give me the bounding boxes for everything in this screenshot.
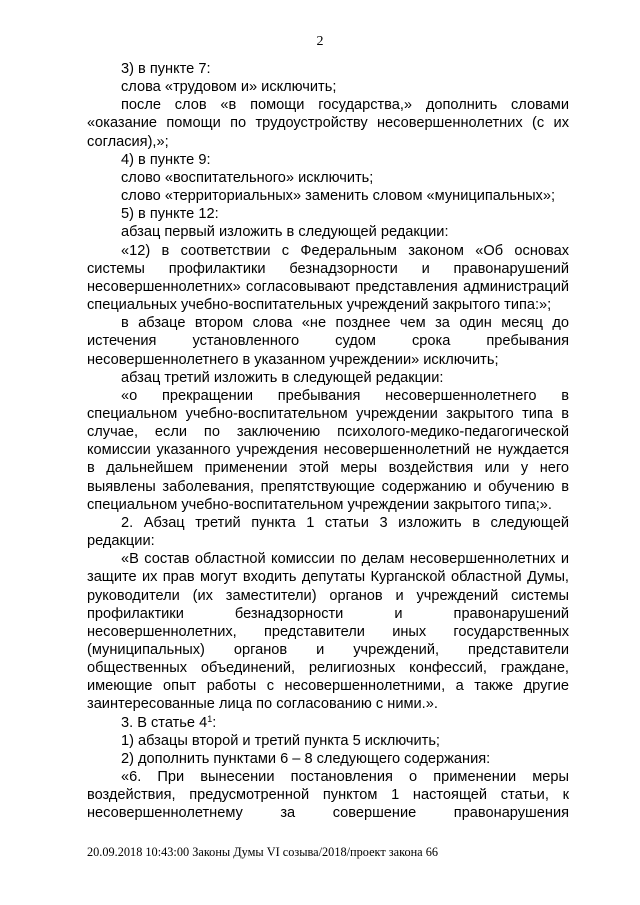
paragraph-commission: «В состав областной комиссии по делам несовершеннолетних и защите их прав могут входить депутаты Курганской областной Думы, руководители (их заместители) органов и учреждений системы профилактики безнадзорности и правонарушений несовершеннолетних, представители иных государственных (муниципальных) органов и учреждений, представители общественных объединений, религиозных конфессий, граждане, имеющие опыт работы с несовершеннолетними, а также другие заинтересованные лица по согласованию с ними.».: [87, 551, 569, 713]
paragraph-third-abzac: абзац третий изложить в следующей редакции:: [121, 369, 444, 386]
paragraph-delete-word: слово «воспитательного» исключить;: [121, 169, 374, 186]
page-number: 2: [316, 34, 324, 49]
document-footer: 20.09.2018 10:43:00 Законы Думы VI созыва/2018/проект закона 66: [87, 845, 439, 859]
paragraph-item-6: «6. При вынесении постановления о применении меры воздействия, предусмотренной пунктом 1 настоящей статьи, к несовершеннолетнему за совершение правонарушения: [87, 769, 569, 822]
paragraph-add-items: 2) дополнить пунктами 6 – 8 следующего содержания:: [121, 750, 491, 767]
paragraph-second-abzac: в абзаце втором слова «не позднее чем за один месяц до истечения установленного судом срока пребывания несовершеннолетнего в указанном учреждении» исключить;: [87, 315, 569, 368]
paragraph-termination: «о прекращении пребывания несовершеннолетнего в специальном учебно-воспитательном учреждении закрытого типа в случае, если по заключению психолого-медико-педагогической комиссии указанного учреждения несовершеннолетний не нуждается в дальнейшем применении этой меры воздействия или у него выявлены заболевания, препятствующие содержанию и обучению в специальном учебно-воспитательном учреждении закрытого типа;».: [87, 387, 569, 513]
paragraph-delete-words: слова «трудовом и» исключить;: [121, 79, 337, 96]
paragraph-item-7: 3) в пункте 7:: [121, 61, 211, 77]
article-heading-superscript: 1: [207, 713, 213, 724]
paragraph-first-abzac: абзац первый изложить в следующей редакции:: [121, 224, 449, 241]
paragraph-item-9: 4) в пункте 9:: [121, 151, 211, 168]
paragraph-replace-word: слово «территориальных» заменить словом «муниципальных»;: [121, 188, 556, 205]
paragraph-article-4-1: [87, 714, 569, 732]
document-body: [87, 60, 569, 823]
article-heading-suffix: :: [212, 714, 217, 731]
paragraph-article-3: 2. Абзац третий пункта 1 статьи 3 изложить в следующей редакции:: [87, 514, 569, 550]
paragraph-delete-abzacs: 1) абзацы второй и третий пункта 5 исключить;: [121, 732, 440, 749]
article-heading-text: 3. В статье 4: [121, 714, 208, 731]
paragraph-add-words: после слов «в помощи государства,» дополнить словами «оказание помощи по трудоустройству несовершеннолетних (с их согласия),»;: [87, 97, 569, 150]
paragraph-item-12: 5) в пункте 12:: [121, 206, 219, 223]
paragraph-new-item-12: «12) в соответствии с Федеральным законом «Об основах системы профилактики безнадзорности и правонарушений несовершеннолетних» согласовывают представления администраций специальных учебно-воспитательных учреждений закрытого типа:»;: [87, 242, 569, 314]
